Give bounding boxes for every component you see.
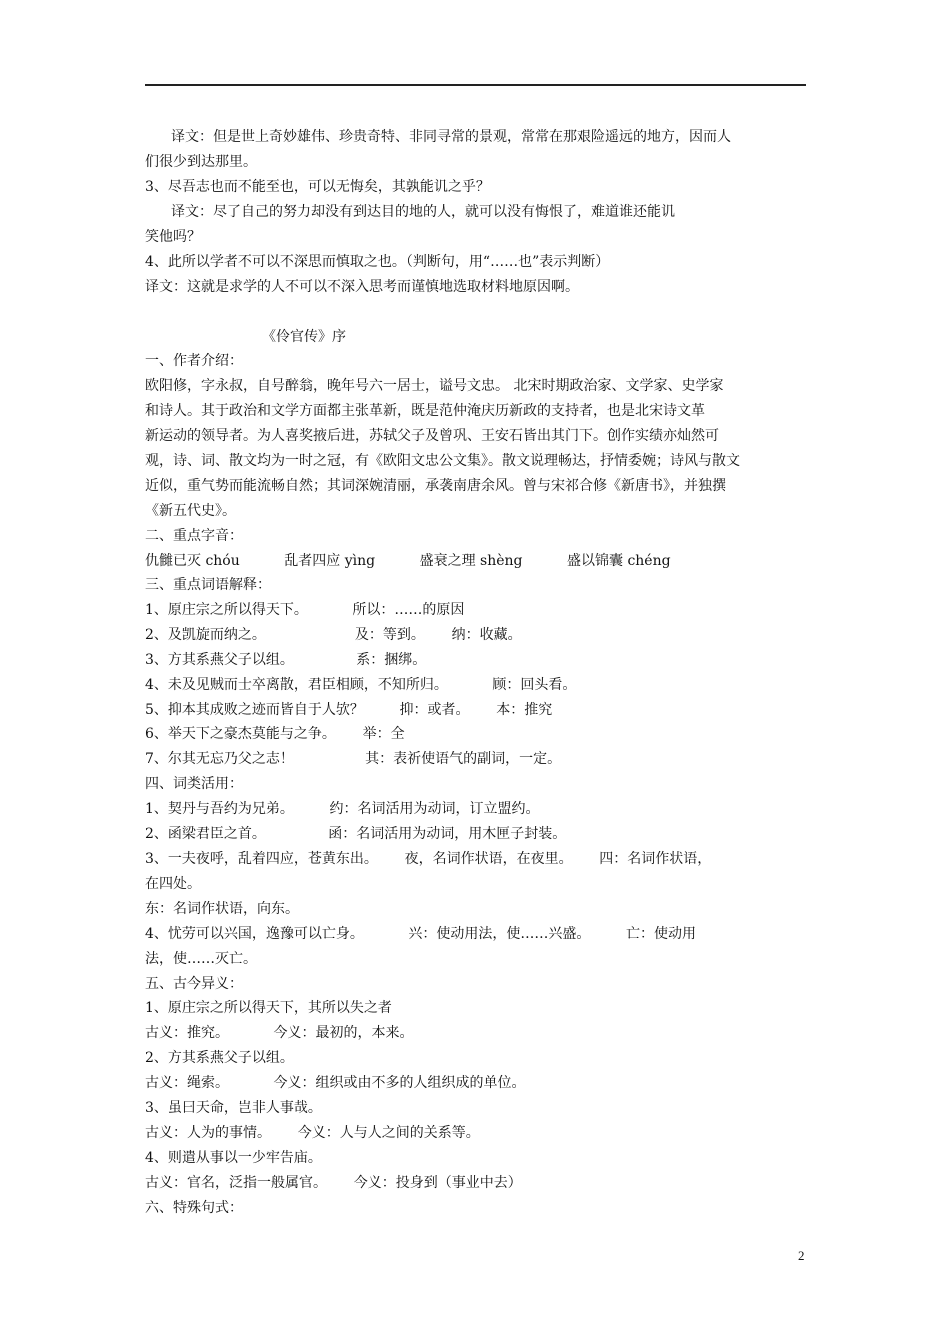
section-heading: 二、重点字音： (145, 528, 243, 544)
text-line: 3、方其系燕父子以组。 系：捆绑。 (145, 652, 427, 668)
section-heading: 一、作者介绍： (145, 353, 243, 369)
section-heading: 五、古今异义： (145, 976, 243, 992)
header-rule (145, 84, 806, 86)
text-line: 法，使……灭亡。 (145, 951, 257, 967)
page-number: 2 (798, 1248, 805, 1263)
text-line: 2、方其系燕父子以组。 (145, 1050, 294, 1066)
text-line: 古义：绳索。 今义：组织或由不多的人组织成的单位。 (145, 1075, 526, 1091)
text-line: 4、此所以学者不可以不深思而慎取之也。（判断句，用“……也”表示判断） (145, 254, 610, 270)
section-heading: 四、词类活用： (145, 776, 243, 792)
text-line: 4、未及见贼而士卒离散，君臣相顾，不知所归。 顾：回头看。 (145, 677, 577, 693)
text-line: 6、举天下之豪杰莫能与之争。 举：全 (145, 726, 405, 742)
text-line: 2、函梁君臣之首。 函：名词活用为动词，用木匣子封装。 (145, 826, 567, 842)
text-line: 新运动的领导者。为人喜奖掖后进，苏轼父子及曾巩、王安石皆出其门下。创作实绩亦灿然可 (145, 428, 719, 444)
text-line: 3、一夫夜呼，乱着四应，苍黄东出。 夜，名词作状语，在夜里。 四：名词作状语， (145, 851, 712, 867)
section-heading: 六、特殊句式： (145, 1200, 243, 1216)
text-line: 古义：推究。 今义：最初的，本来。 (145, 1025, 414, 1041)
text-line: 近似，重气势而能流畅自然；其词深婉清丽，承袭南唐余风。曾与宋祁合修《新唐书》，并独撰 (145, 478, 726, 494)
text-line: 5、抑本其成败之迹而皆自于人欤？ 抑：或者。 本：推究 (145, 702, 553, 718)
text-line: 7、尔其无忘乃父之志！ 其：表祈使语气的副词，一定。 (145, 751, 562, 767)
text-line: 欧阳修，字永叔，自号醉翁，晚年号六一居士，谥号文忠。 北宋时期政治家、文学家、史学家 (145, 378, 724, 394)
text-line: 古义：官名，泛指一般属官。 今义：投身到（事业中去） (145, 1175, 522, 1191)
text-line: 译文：尽了自己的努力却没有到达目的地的人，就可以没有悔恨了，难道谁还能讥 (171, 204, 675, 220)
text-line: 和诗人。其于政治和文学方面都主张革新，既是范仲淹庆历新政的支持者，也是北宋诗文革 (145, 403, 705, 419)
text-line: 译文：这就是求学的人不可以不深入思考而谨慎地选取材料地原因啊。 (145, 279, 579, 295)
section-heading: 三、重点词语解释： (145, 577, 271, 593)
text-line: 译文：但是世上奇妙雄伟、珍贵奇特、非同寻常的景观，常常在那艰险遥远的地方，因而人 (171, 129, 731, 145)
text-line: 东：名词作状语，向东。 (145, 901, 299, 917)
text-line: 4、则遣从事以一少牢告庙。 (145, 1150, 322, 1166)
text-line: 3、虽曰天命，岂非人事哉。 (145, 1100, 322, 1116)
text-line: 们很少到达那里。 (145, 154, 257, 170)
text-line: 2、及凯旋而纳之。 及：等到。 纳：收藏。 (145, 627, 522, 643)
text-line: 《新五代史》。 (145, 503, 236, 519)
text-line: 3、尽吾志也而不能至也，可以无悔矣，其孰能讥之乎？ (145, 179, 490, 195)
text-line: 1、原庄宗之所以得天下。 所以：……的原因 (145, 602, 465, 618)
text-line: 古义：人为的事情。 今义：人与人之间的关系等。 (145, 1125, 480, 1141)
section-title: 《伶官传》序 (262, 329, 346, 345)
text-line: 1、契丹与吾约为兄弟。 约：名词活用为动词，订立盟约。 (145, 801, 540, 817)
text-line: 仇雠已灭 chóu 乱者四应 yìng 盛衰之理 shèng 盛以锦囊 chéng (145, 553, 671, 569)
text-line: 笑他吗？ (145, 229, 201, 245)
text-line: 1、原庄宗之所以得天下，其所以失之者 (145, 1000, 392, 1016)
text-line: 在四处。 (145, 876, 201, 892)
text-line: 4、忧劳可以兴国，逸豫可以亡身。 兴：使动用法，使……兴盛。 亡：使动用 (145, 926, 697, 942)
text-line: 观，诗、词、散文均为一时之冠，有《欧阳文忠公文集》。散文说理畅达，抒情委婉；诗风与散文 (145, 453, 740, 469)
